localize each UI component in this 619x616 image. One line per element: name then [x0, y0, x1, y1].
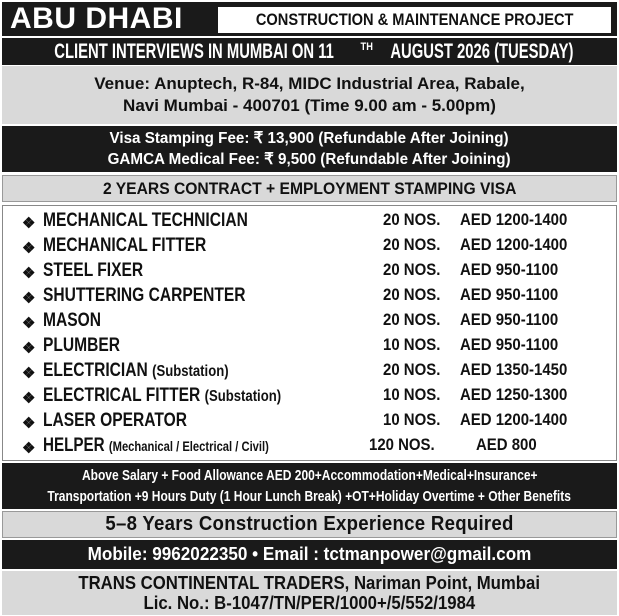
job-row [3, 235, 616, 260]
job-title: MECHANICAL TECHNICIAN [43, 210, 248, 231]
job-vacancies: 20 NOS. [383, 260, 441, 279]
bullet-diamond-icon: ❖ [22, 340, 36, 357]
job-vacancies: 120 NOS. [369, 435, 435, 454]
bullet-diamond-icon: ❖ [22, 440, 36, 457]
job-row [3, 360, 616, 385]
job-salary: AED 1200-1400 [460, 410, 568, 429]
company-name: TRANS CONTINENTAL TRADERS, Nariman Point, Mumbai [78, 573, 541, 593]
job-row [3, 210, 616, 235]
bullet-diamond-icon: ❖ [22, 265, 36, 282]
project-box [218, 7, 611, 33]
job-salary: AED 1200-1400 [460, 210, 568, 229]
visa-fee: Visa Stamping Fee: ₹ 13,900 (Refundable After Joining) [109, 130, 510, 147]
job-title: MASON [43, 310, 102, 331]
job-salary: AED 950-1100 [460, 335, 559, 354]
contract-text: 2 YEARS CONTRACT + EMPLOYMENT STAMPING VISA [102, 178, 517, 198]
project-title: CONSTRUCTION & MAINTENANCE PROJECT [255, 10, 574, 29]
job-qualifier: (Mechanical / Electrical / Civil) [108, 438, 269, 454]
job-row [3, 285, 616, 310]
bullet-diamond-icon: ❖ [22, 215, 36, 232]
contract-band [2, 175, 617, 202]
job-salary: AED 800 [476, 435, 537, 454]
bullet-diamond-icon: ❖ [22, 390, 36, 407]
header-band [2, 2, 617, 36]
job-row [3, 385, 616, 410]
contact-text: Mobile: 9962022350 • Email : tctmanpower@gmail.com [87, 544, 532, 564]
job-title: SHUTTERING CARPENTER [43, 285, 246, 306]
job-title: STEEL FIXER [43, 260, 144, 281]
license-number: Lic. No.: B-1047/TN/PER/1000+/5/552/1984 [143, 593, 476, 613]
interview-text: CLIENT INTERVIEWS IN MUMBAI ON 11 $^{TH}$AUGUST 2026 (TUESDAY) [54, 39, 574, 63]
job-vacancies: 20 NOS. [383, 210, 441, 229]
job-title: ELECTRICIAN (Substation) [43, 360, 229, 381]
job-qualifier: (Substation) [204, 388, 282, 405]
benefits-line-2: Transportation +9 Hours Duty (1 Hour Lunch Break) +OT+Holiday Overtime + Other Benefits [47, 488, 572, 505]
job-list [2, 205, 617, 461]
job-row [3, 410, 616, 435]
experience-text: 5–8 Years Construction Experience Required [105, 513, 514, 535]
venue-line-1: Venue: Anuptech, R-84, MIDC Industrial Area, Rabale, [94, 74, 525, 93]
fees-band [2, 126, 617, 172]
job-title: MECHANICAL FITTER [43, 235, 207, 256]
job-vacancies: 20 NOS. [383, 235, 441, 254]
job-salary: AED 1200-1400 [460, 235, 568, 254]
company-band [2, 571, 617, 615]
bullet-diamond-icon: ❖ [22, 290, 36, 307]
job-salary: AED 950-1100 [460, 310, 559, 329]
job-row [3, 335, 616, 360]
job-qualifier: (Substation) [152, 363, 229, 380]
job-vacancies: 10 NOS. [383, 410, 441, 429]
bullet-diamond-icon: ❖ [22, 240, 36, 257]
venue-line-2: Navi Mumbai - 400701 (Time 9.00 am - 5.00pm) [123, 96, 496, 115]
experience-band [2, 511, 617, 538]
gamca-fee: GAMCA Medical Fee: ₹ 9,500 (Refundable After Joining) [108, 151, 511, 168]
contact-band [2, 540, 617, 569]
bullet-diamond-icon: ❖ [22, 365, 36, 382]
job-row [3, 310, 616, 335]
benefits-line-1: Above Salary + Food Allowance AED 200+Accommodation+Medical+Insurance+ [81, 467, 538, 484]
job-vacancies: 20 NOS. [383, 285, 441, 304]
job-row [3, 260, 616, 285]
bullet-diamond-icon: ❖ [22, 415, 36, 432]
job-vacancies: 10 NOS. [383, 335, 441, 354]
location-title: ABU DHABI [10, 2, 183, 35]
interview-band [2, 38, 617, 65]
job-title: HELPER (Mechanical / Electrical / Civil) [43, 435, 269, 456]
job-title: ELECTRICAL FITTER (Substation) [43, 385, 282, 406]
job-salary: AED 950-1100 [460, 285, 559, 304]
job-salary: AED 1350-1450 [460, 360, 568, 379]
job-title: PLUMBER [43, 335, 121, 356]
job-vacancies: 10 NOS. [383, 385, 441, 404]
job-salary: AED 950-1100 [460, 260, 559, 279]
job-row [3, 435, 616, 460]
benefits-band [2, 463, 617, 509]
job-salary: AED 1250-1300 [460, 385, 568, 404]
job-vacancies: 20 NOS. [383, 360, 441, 379]
job-title: LASER OPERATOR [43, 410, 187, 431]
venue-box [2, 66, 617, 124]
job-vacancies: 20 NOS. [383, 310, 441, 329]
bullet-diamond-icon: ❖ [22, 315, 36, 332]
